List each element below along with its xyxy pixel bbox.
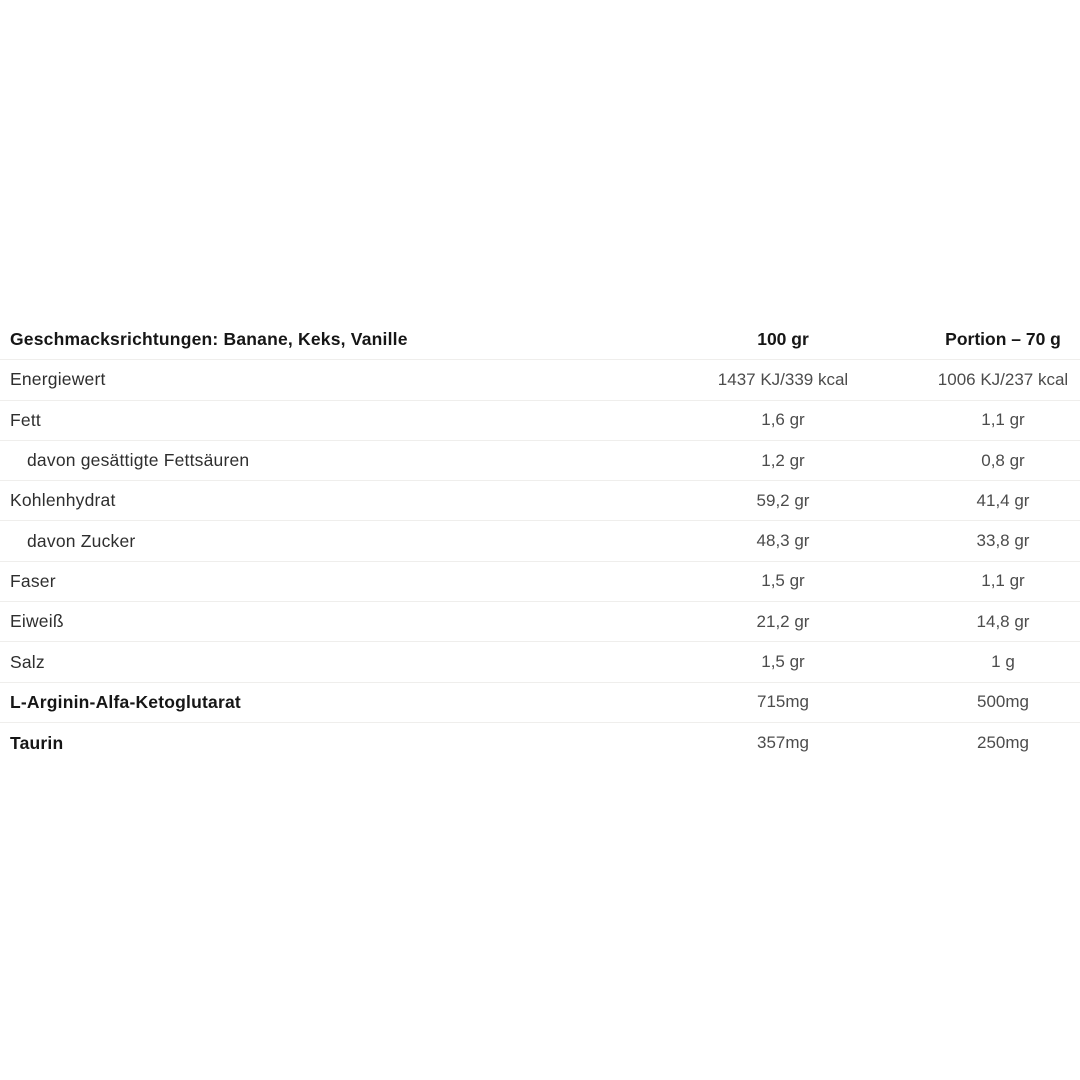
row-label: Kohlenhydrat bbox=[10, 490, 116, 511]
value-per-100g: 1,5 gr bbox=[761, 571, 805, 591]
row-label: davon Zucker bbox=[27, 530, 136, 551]
row-label: Taurin bbox=[10, 732, 64, 753]
value-per-100g: 1,6 gr bbox=[761, 410, 805, 430]
value-per-100g: 21,2 gr bbox=[756, 611, 810, 631]
row-label: Energiewert bbox=[10, 369, 106, 390]
value-per-portion: 1,1 gr bbox=[981, 571, 1025, 591]
table-row-kohlenhydrat bbox=[0, 481, 1080, 521]
table-row-l-arginin-alfa-ketoglutarat bbox=[0, 683, 1080, 723]
row-label: L-Arginin-Alfa-Ketoglutarat bbox=[10, 691, 241, 712]
row-label: Faser bbox=[10, 570, 56, 591]
row-label: davon gesättigte Fettsäuren bbox=[27, 450, 250, 471]
value-per-portion: 1 g bbox=[991, 652, 1015, 672]
nutrition-table bbox=[0, 320, 1080, 763]
table-row-eiweiss bbox=[0, 602, 1080, 642]
value-per-portion: 1006 KJ/237 kcal bbox=[937, 369, 1069, 389]
table-row-taurin bbox=[0, 723, 1080, 763]
value-per-100g: 715mg bbox=[757, 692, 809, 712]
table-row-fett bbox=[0, 401, 1080, 441]
row-label: Fett bbox=[10, 409, 41, 430]
table-row-energiewert bbox=[0, 360, 1080, 400]
value-per-100g: 59,2 gr bbox=[756, 490, 810, 510]
value-per-portion: 250mg bbox=[977, 733, 1029, 753]
value-per-100g: 1,5 gr bbox=[761, 652, 805, 672]
column-header-per-100g: 100 gr bbox=[757, 329, 809, 350]
value-per-100g: 357mg bbox=[757, 733, 809, 753]
value-per-portion: 0,8 gr bbox=[981, 450, 1025, 470]
row-label: Salz bbox=[10, 651, 45, 672]
value-per-portion: 1,1 gr bbox=[981, 410, 1025, 430]
table-row-salz bbox=[0, 642, 1080, 682]
value-per-portion: 33,8 gr bbox=[976, 531, 1030, 551]
value-per-100g: 1,2 gr bbox=[761, 450, 805, 470]
column-header-per-portion: Portion – 70 g bbox=[945, 329, 1061, 350]
value-per-100g: 48,3 gr bbox=[756, 531, 810, 551]
value-per-100g: 1437 KJ/339 kcal bbox=[717, 369, 849, 389]
value-per-portion: 500mg bbox=[977, 692, 1029, 712]
table-row-zucker bbox=[0, 521, 1080, 561]
table-row-gesaettigte-fettsaeuren bbox=[0, 441, 1080, 481]
table-row-faser bbox=[0, 562, 1080, 602]
table-header-row bbox=[0, 320, 1080, 360]
flavors-heading: Geschmacksrichtungen: Banane, Keks, Vanille bbox=[10, 329, 408, 350]
value-per-portion: 14,8 gr bbox=[976, 611, 1030, 631]
value-per-portion: 41,4 gr bbox=[976, 490, 1030, 510]
row-label: Eiweiß bbox=[10, 611, 64, 632]
